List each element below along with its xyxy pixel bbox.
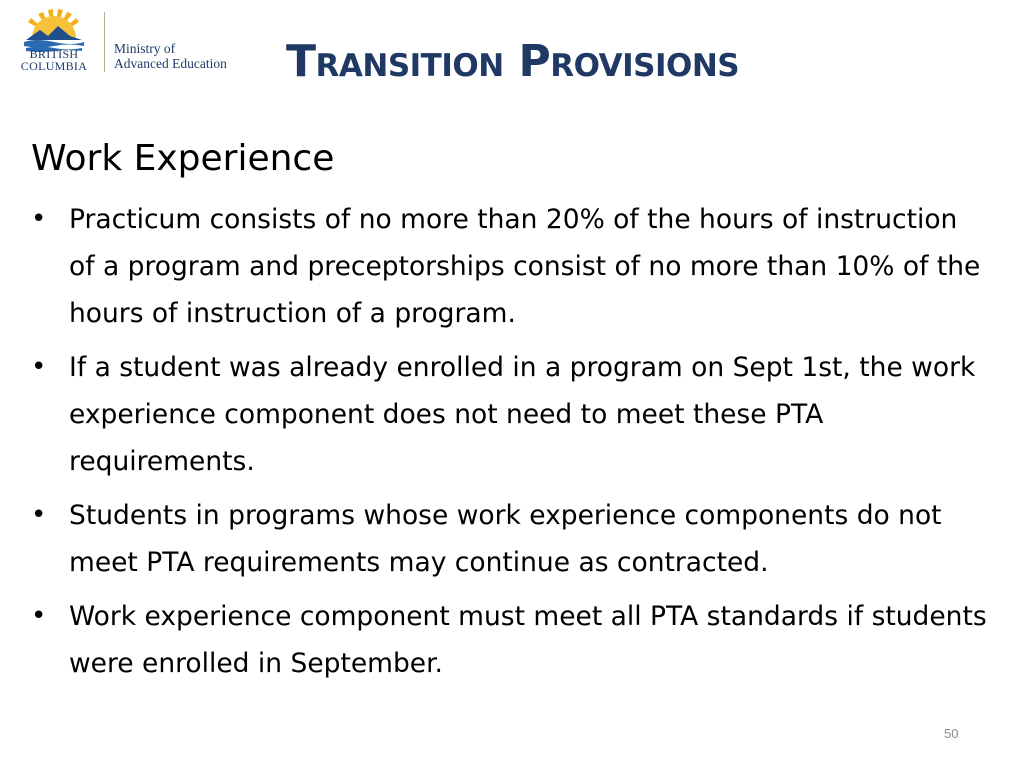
bullet-list bbox=[31, 196, 991, 694]
bc-ministry-logo bbox=[12, 8, 232, 76]
bullet-item bbox=[31, 344, 991, 485]
bullet-item bbox=[31, 196, 991, 337]
ministry-line-1: Ministry of bbox=[114, 41, 176, 56]
bullet-dot: • bbox=[31, 204, 47, 234]
slide-title: Transition Provisions bbox=[286, 36, 740, 87]
ministry-name bbox=[114, 41, 227, 71]
bullet-item bbox=[31, 593, 991, 687]
bullet-text: Students in programs whose work experience components do not meet PTA requirements may continue as contracted. bbox=[69, 500, 942, 578]
bullet-dot: • bbox=[31, 601, 47, 631]
bullet-text: Practicum consists of no more than 20% of the hours of instruction of a program and preceptorships consist of no more than 10% of the hours of instruction of a program. bbox=[69, 204, 981, 329]
bullet-text: Work experience component must meet all PTA standards if students were enrolled in September. bbox=[69, 601, 987, 679]
province-name bbox=[12, 48, 96, 72]
section-heading: Work Experience bbox=[31, 138, 335, 179]
bullet-dot: • bbox=[31, 352, 47, 382]
bullet-item bbox=[31, 492, 991, 586]
bc-sun-mountains-icon bbox=[18, 8, 90, 52]
page-number: 50 bbox=[944, 726, 959, 741]
province-line-1: BRITISH bbox=[29, 47, 79, 61]
province-line-2: COLUMBIA bbox=[20, 59, 88, 73]
ministry-line-2: Advanced Education bbox=[114, 56, 227, 71]
bullet-dot: • bbox=[31, 500, 47, 530]
bullet-text: If a student was already enrolled in a program on Sept 1st, the work experience component does not need to meet these PTA requirements. bbox=[69, 352, 976, 477]
logo-divider bbox=[104, 12, 105, 72]
